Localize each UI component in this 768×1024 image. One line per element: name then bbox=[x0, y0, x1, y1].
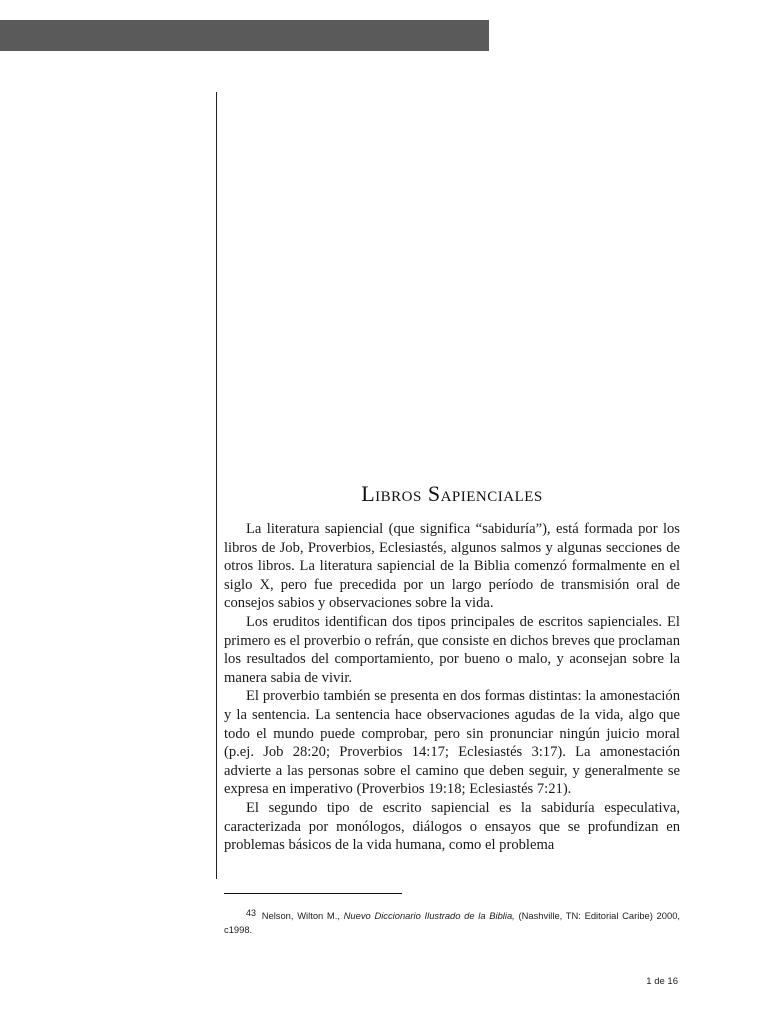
footnote bbox=[224, 906, 680, 937]
footnote-marker: 43 bbox=[246, 908, 257, 918]
section-heading: Libros Sapienciales bbox=[361, 481, 543, 506]
paragraph-4: El segundo tipo de escrito sapiencial es la sabiduría especulativa, caracterizada por monólogos, diálogos o ensayos que se profundizan en problemas básicos de la vida humana, como el problema bbox=[224, 799, 680, 854]
margin-rule bbox=[216, 92, 217, 879]
body-text bbox=[224, 520, 680, 855]
page-number: 1 de 16 bbox=[646, 976, 678, 987]
footnote-details: (Nashville, TN: Editorial Caribe) 2000, c1998. bbox=[224, 910, 681, 935]
paragraph-2: Los eruditos identifican dos tipos principales de escritos sapienciales. El primero es el proverbio o refrán, que consiste en dichos breves que proclaman los resultados del comportamiento, por bueno o malo, y aconsejan sobre la manera sabia de vivir. bbox=[224, 613, 680, 686]
footnote-rule bbox=[224, 893, 402, 894]
footnote-title: Nuevo Diccionario Ilustrado de la Biblia, bbox=[343, 910, 515, 921]
paragraph-1: La literatura sapiencial (que significa “sabiduría”), está formada por los libros de Job, Proverbios, Eclesiastés, algunos salmos y algunas secciones de otros libros. La literatura sapiencial de la Biblia comenzó formalmente en el siglo X, pero fue precedida por un largo período de transmisión oral de consejos sabios y observaciones sobre la vida. bbox=[224, 521, 680, 612]
paragraph-3: El proverbio también se presenta en dos formas distintas: la amonestación y la sentencia. La sentencia hace observaciones agudas de la vida, algo que todo el mundo puede comprobar, pero sin pronunciar ningún juicio moral (p.ej. Job 28:20; Proverbios 14:17; Eclesiastés 3:17). La amonestación advierte a las personas sobre el camino que deben seguir, y generalmente se expresa en imperativo (Proverbios 19:18; Eclesiastés 7:21). bbox=[224, 688, 680, 798]
header-bar bbox=[0, 20, 489, 51]
footnote-author: Nelson, Wilton M., bbox=[261, 910, 340, 921]
